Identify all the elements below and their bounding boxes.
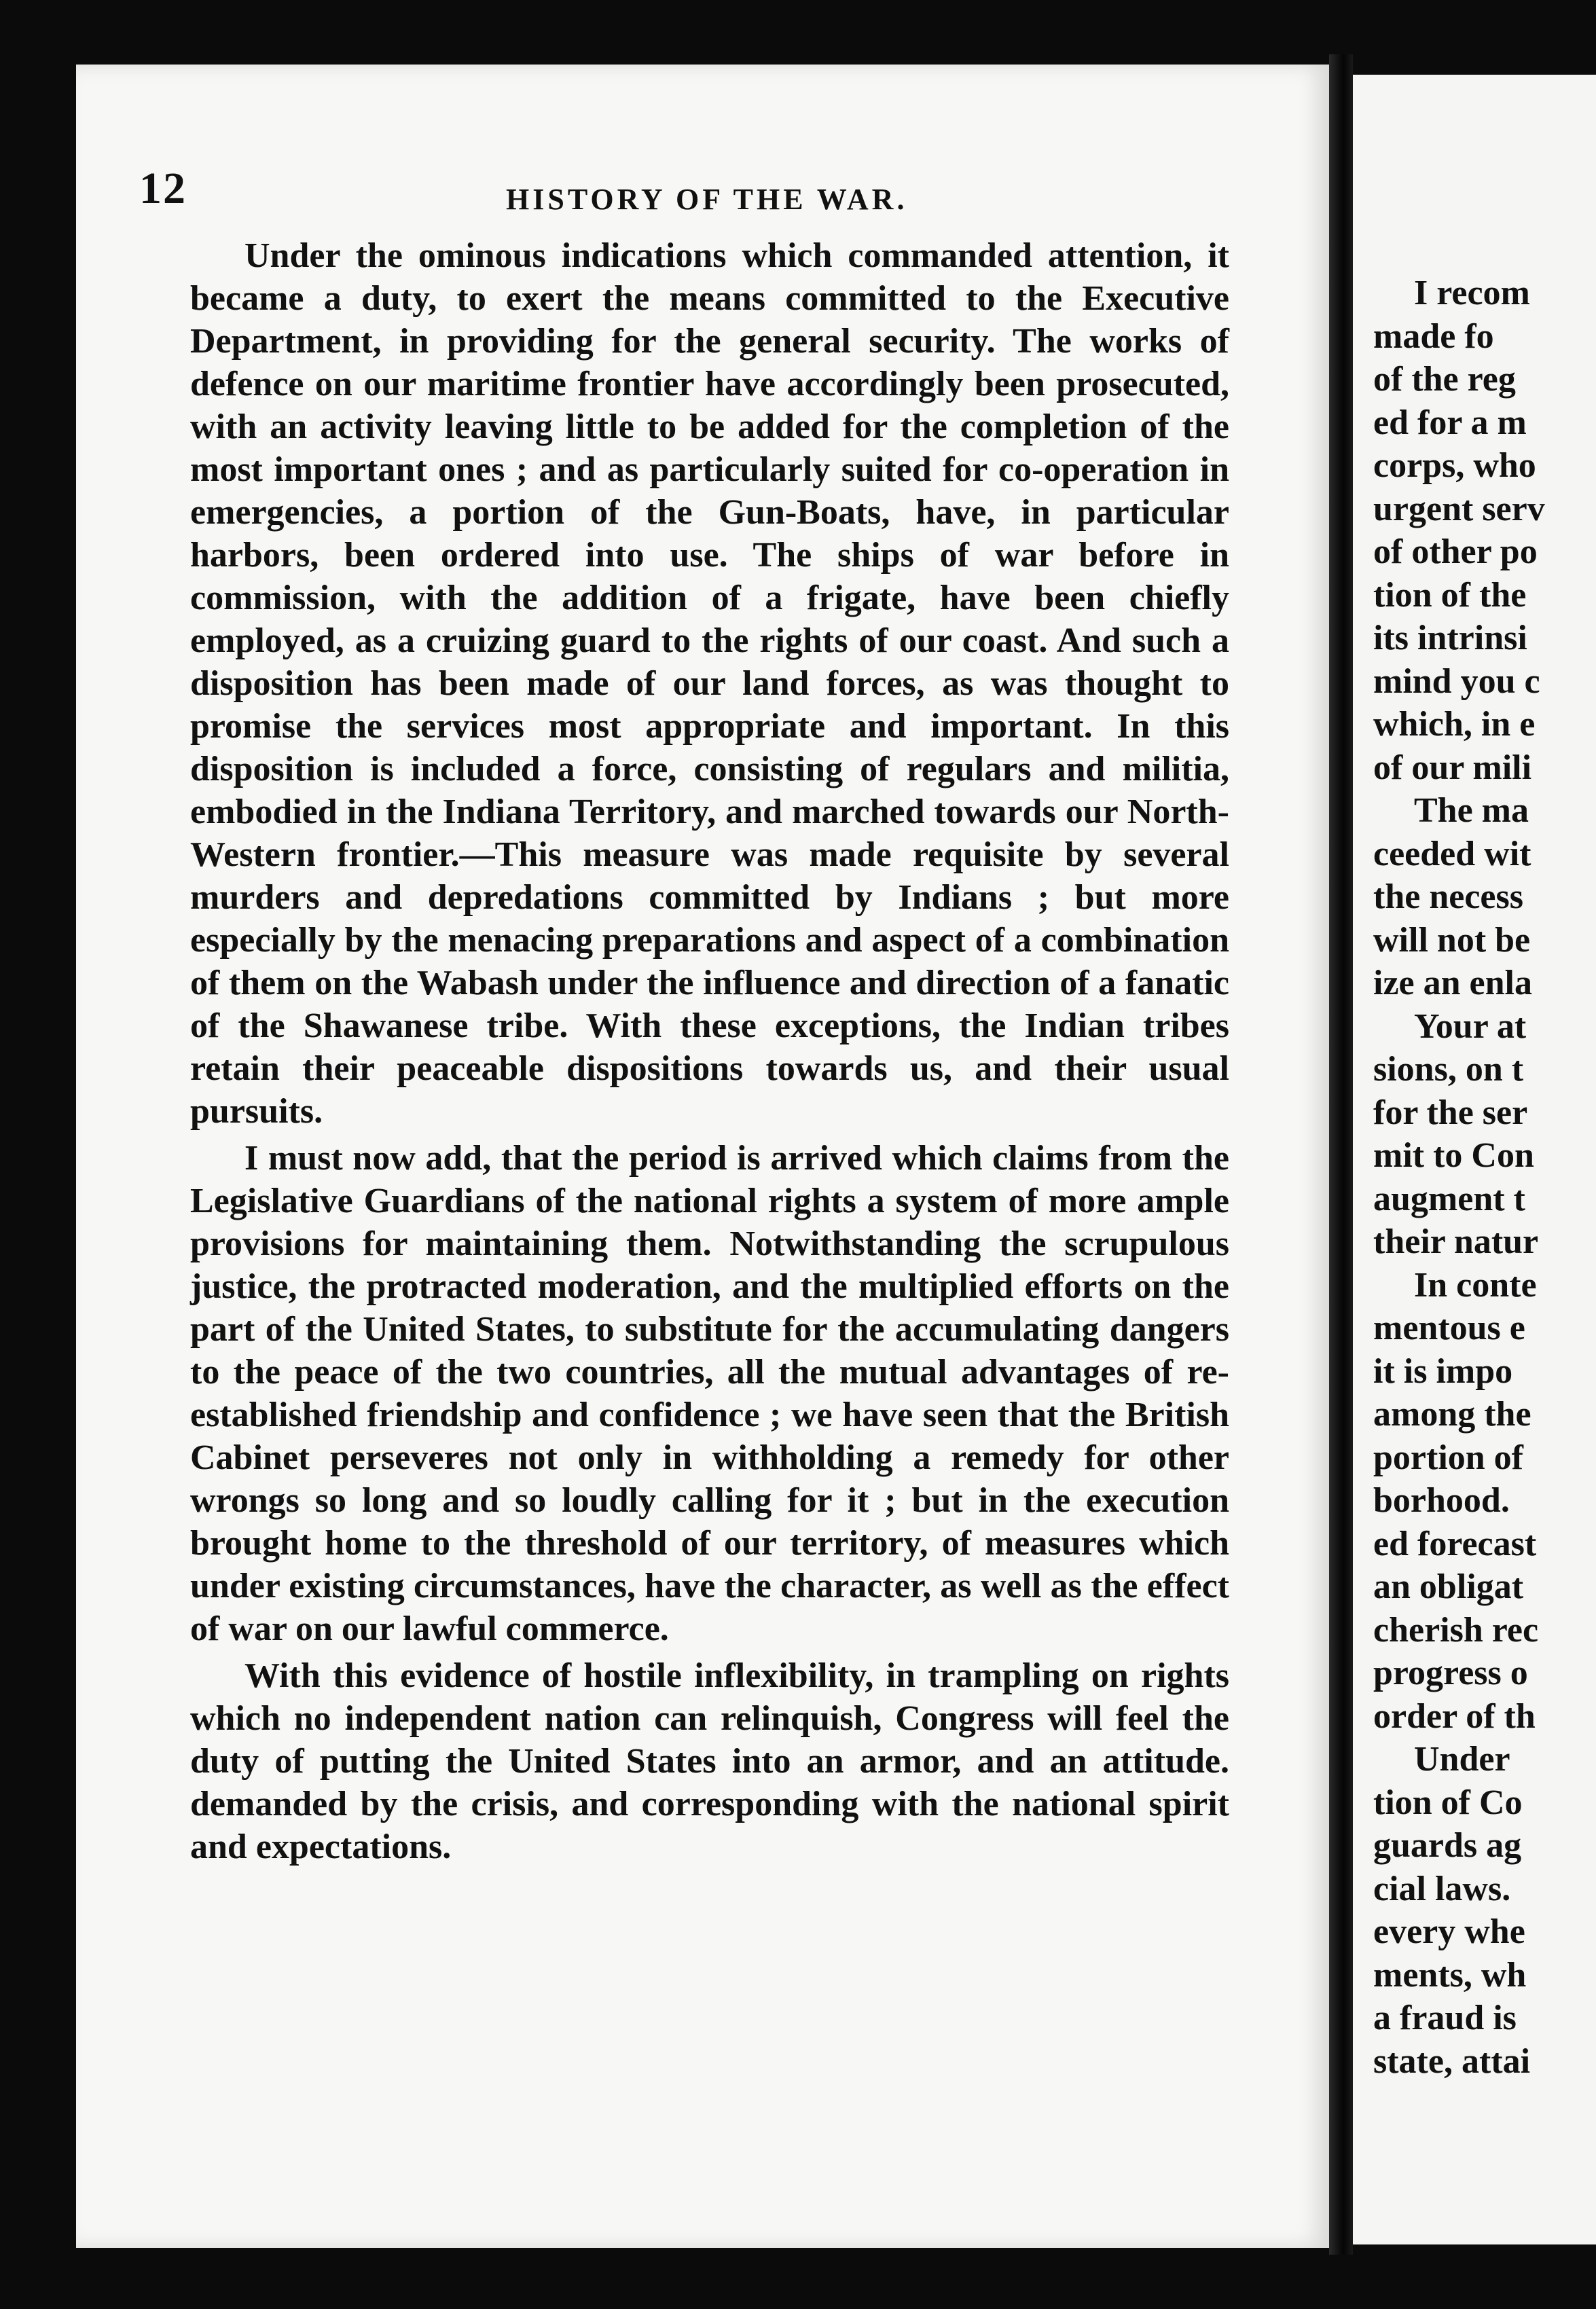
right-page-line: tion of the [1373,575,1527,615]
right-page-line: progress o [1373,1654,1528,1692]
right-page-line: every whe [1373,1912,1525,1951]
right-page-line: of our mili [1373,748,1532,787]
right-page-line: which, in e [1373,705,1536,744]
right-page-line: portion of [1373,1438,1523,1477]
right-page-line: will not be [1373,920,1531,960]
right-page-line: the necess [1373,877,1523,916]
right-page-line: order of th [1373,1696,1536,1736]
right-page-line: ed for a m [1373,403,1527,442]
right-page-line: borhood. [1373,1481,1510,1520]
right-page-line: its intrinsi [1373,619,1527,657]
right-page-line: In conte [1414,1265,1537,1305]
right-page-line: Under [1414,1740,1510,1779]
right-page-line: their natur [1373,1222,1539,1261]
paragraph: I must now add, that the period is arrived which claims from the Legislative Guardians of the national rights a system of more ample provisions for maintaining them. Notwithstanding the scrupulous justice, the protracted moderation, and the multiplied efforts on the part of the United States, to substitute for the accumulating dangers to the peace of the two countries, all the mutual advantages of re-established friendship and confidence ; we have seen that the British Cabinet perseveres not only in withholding a remedy for other wrongs so long and so loudly calling for it ; but in the execution brought home to the threshold of our territory, of measures which under existing circumstances, have the character, as well as the effect of war on our lawful commerce. [190,1139,1229,1648]
right-page-fragments [1373,272,1596,2083]
book-gutter [1329,54,1353,2255]
right-page-line: augment t [1373,1179,1525,1218]
right-page-line: cherish rec [1373,1610,1539,1650]
right-page-line: The ma [1414,791,1529,830]
left-page-body [190,234,1229,1872]
right-page-line: mit to Con [1373,1136,1534,1175]
right-page-line: of the reg [1373,360,1516,399]
right-page-line: among the [1373,1395,1531,1434]
right-page-line: Your at [1414,1006,1527,1046]
right-page-line: of other po [1373,532,1538,571]
right-page-line: a fraud is [1373,1999,1517,2037]
right-page-line: cial laws. [1373,1869,1511,1908]
right-page-line: corps, who [1373,446,1536,485]
right-page-line: tion of Co [1373,1783,1523,1822]
right-page-line: made fo [1373,316,1494,356]
right-page-line: state, attai [1373,2041,1531,2081]
page-number: 12 [139,164,187,213]
right-page [1353,75,1596,2244]
right-page-line: it is impo [1373,1351,1513,1391]
right-page-line: ments, wh [1373,1955,1527,1995]
paragraph: With this evidence of hostile inflexibility, in trampling on rights which no independent nation can relinquish, Congress will feel the duty of putting the United States into an armor, and an attitude. demanded by the crisis, and corresponding with the national spirit and expectations. [190,1656,1229,1866]
right-page-line: mentous e [1373,1309,1525,1347]
right-page-line: ize an enla [1373,964,1532,1002]
paragraph: Under the ominous indications which commanded attention, it became a duty, to exert the means committed to the Executive Department, in providing for the general security. The works of defence on our maritime frontier have accordingly been prosecuted, with an activity leaving little to be added for the completion of the most important ones ; and as particularly suited for co-operation in emergencies, a portion of the Gun-Boats, have, in particular harbors, been ordered into use. The ships of war before in commission, with the addition of a frigate, have been chiefly employed, as a cruizing guard to the rights of our coast. And such a disposition has been made of our land forces, as was thought to promise the services most appropriate and important. In this disposition is included a force, consisting of regulars and militia, embodied in the Indiana Territory, and marched towards our North-Western frontier.—This measure was made requisite by several murders and depredations committed by Indians ; but more especially by the menacing preparations and aspect of a combination of them on the Wabash under the influence and direction of a fanatic of the Shawanese tribe. With these exceptions, the Indian tribes retain their peaceable dispositions towards us, and their usual pursuits. [190,236,1229,1131]
right-page-line: guards ag [1373,1826,1522,1865]
right-page-line: for the ser [1373,1093,1528,1132]
page-header [139,163,1239,224]
right-page-line: an obligat [1373,1567,1524,1606]
running-head: HISTORY OF THE WAR. [506,183,908,216]
right-page-line: ceeded wit [1373,834,1531,873]
right-page-line: urgent serv [1373,489,1545,528]
right-page-line: I recom [1414,274,1530,312]
right-page-line: ed forecast [1373,1524,1537,1563]
right-page-line: sions, on t [1373,1050,1524,1089]
right-page-line: mind you c [1373,661,1540,701]
